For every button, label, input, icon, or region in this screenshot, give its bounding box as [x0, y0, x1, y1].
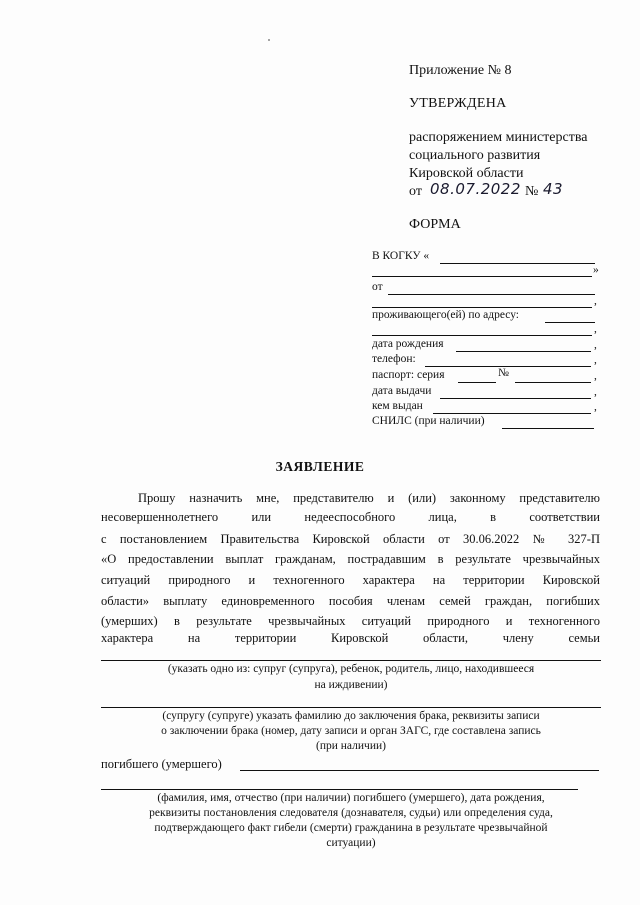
- body-line-1: Прошу назначить мне, представителю и (или) законному представителю: [138, 491, 600, 505]
- address-input-line-1[interactable]: [545, 322, 595, 323]
- approved-label: УТВЕРЖДЕНА: [409, 96, 507, 111]
- body-line-6: области» выплату единовременного пособия членам семей граждан, погибших: [101, 594, 600, 608]
- issue-date-comma: ,: [594, 386, 597, 398]
- scan-speck: [268, 39, 270, 41]
- phone-comma: ,: [594, 354, 597, 366]
- order-line-3: Кировской области: [409, 166, 524, 181]
- body-line-4: «О предоставлении выплат гражданам, пострадавшим в результате чрезвычайных: [101, 552, 600, 566]
- appendix-number: Приложение № 8: [409, 63, 512, 78]
- fio-hint-2: реквизиты постановления следователя (дознавателя, судьи) или определения суда,: [149, 807, 553, 819]
- issue-date-label: дата выдачи: [372, 385, 432, 397]
- kogku-close-quote: »: [593, 264, 599, 276]
- spouse-hint-3: (при наличии): [316, 740, 386, 752]
- issued-by-input[interactable]: [433, 413, 591, 414]
- body-line-8: характера на территории Кировской области, члену семьи: [101, 631, 600, 645]
- order-date-label: от: [409, 184, 422, 199]
- address-input-line-2[interactable]: [372, 335, 592, 336]
- from-label: от: [372, 281, 383, 293]
- snils-input[interactable]: [502, 428, 594, 429]
- kogku-input-line-2[interactable]: [372, 276, 592, 277]
- passport-comma: ,: [594, 370, 597, 382]
- birth-date-label: дата рождения: [372, 338, 444, 350]
- order-date-handwritten: 08.07.2022: [430, 180, 521, 198]
- passport-number-sign: №: [498, 367, 509, 379]
- relation-input-line[interactable]: [101, 660, 601, 661]
- passport-number-input[interactable]: [515, 382, 591, 383]
- body-line-7: (умерших) в результате чрезвычайных ситуаций природного и техногенного: [101, 614, 600, 628]
- form-label: ФОРМА: [409, 217, 461, 232]
- order-line-1: распоряжением министерства: [409, 130, 588, 145]
- birth-comma: ,: [594, 339, 597, 351]
- phone-label: телефон:: [372, 353, 416, 365]
- issue-date-input[interactable]: [440, 398, 591, 399]
- passport-series-label: паспорт: серия: [372, 369, 445, 381]
- spouse-input-line[interactable]: [101, 707, 601, 708]
- kogku-input-line-1[interactable]: [440, 263, 595, 264]
- spouse-hint-2: о заключении брака (номер, дату записи и орган ЗАГС, где составлена запись: [161, 725, 541, 737]
- body-line-5: ситуаций природного и техногенного характера на территории Кировской: [101, 573, 600, 587]
- relation-hint-2: на иждивении): [314, 679, 388, 691]
- body-line-3: с постановлением Правительства Кировской области от 30.06.2022 № 327-П: [101, 532, 600, 546]
- spouse-hint-1: (супругу (супруге) указать фамилию до заключения брака, реквизиты записи: [162, 710, 540, 722]
- from-comma: ,: [594, 295, 597, 307]
- deceased-input-line-2[interactable]: [101, 789, 578, 790]
- kogku-label: В КОГКУ «: [372, 250, 430, 262]
- passport-series-input[interactable]: [458, 382, 496, 383]
- issued-by-comma: ,: [594, 401, 597, 413]
- body-line-2: несовершеннолетнего или недееспособного лица, в соответствии: [101, 510, 600, 524]
- address-label: проживающего(ей) по адресу:: [372, 309, 519, 321]
- fio-hint-4: ситуации): [326, 837, 376, 849]
- deceased-input-line-1[interactable]: [240, 770, 599, 771]
- from-input-line-1[interactable]: [388, 294, 595, 295]
- birth-date-input[interactable]: [456, 351, 591, 352]
- relation-hint-1: (указать одно из: супруг (супруга), ребенок, родитель, лицо, находившееся: [167, 663, 535, 675]
- snils-label: СНИЛС (при наличии): [372, 415, 485, 427]
- fio-hint-3: подтверждающего факт гибели (смерти) гражданина в результате чрезвычайной: [154, 822, 548, 834]
- order-line-2: социального развития: [409, 148, 541, 163]
- fio-hint-1: (фамилия, имя, отчество (при наличии) погибшего (умершего), дата рождения,: [157, 792, 545, 804]
- order-number-sign: №: [525, 184, 539, 199]
- order-number-handwritten: 43: [543, 180, 564, 198]
- issued-by-label: кем выдан: [372, 400, 423, 412]
- from-input-line-2[interactable]: [372, 307, 592, 308]
- address-comma: ,: [594, 323, 597, 335]
- deceased-label: погибшего (умершего): [101, 757, 222, 771]
- document-title: ЗАЯВЛЕНИЕ: [275, 459, 365, 474]
